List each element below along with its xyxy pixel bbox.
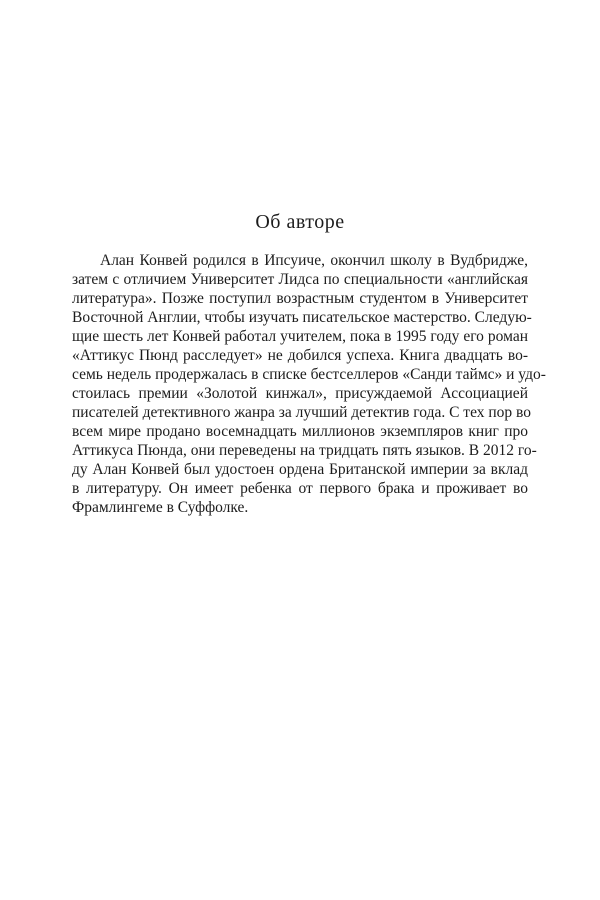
paragraph-line: в литературу. Он имеет ребенка от первого брака и проживает во (72, 480, 528, 497)
paragraph-line: Восточной Англии, чтобы изучать писательское мастерство. Следую- (72, 309, 532, 326)
paragraph-line: Алан Конвей родился в Ипсуиче, окончил школу в Вудбридже, (100, 252, 528, 269)
paragraph-line: «Аттикус Пюнд расследует» не добился успеха. Книга двадцать во- (72, 347, 528, 364)
paragraph-line: ду Алан Конвей был удостоен ордена Британской империи за вклад (72, 461, 528, 478)
paragraph-line: затем с отличием Университет Лидса по специальности «английская (72, 271, 528, 288)
paragraph-line: семь недель продержалась в списке бестселлеров «Санди таймс» и удо- (72, 366, 546, 383)
paragraph-line: щие шесть лет Конвей работал учителем, пока в 1995 году его роман (72, 328, 528, 345)
paragraph-line: всем мире продано восемнадцать миллионов экземпляров книг про (72, 423, 528, 440)
paragraph-line: Фрамлингеме в Суффолке. (72, 499, 249, 516)
author-bio-paragraph (72, 251, 546, 517)
paragraph-line: литература». Позже поступил возрастным студентом в Университет (72, 290, 528, 307)
paragraph-line: стоилась премии «Золотой кинжал», присуждаемой Ассоциацией (72, 385, 528, 402)
section-title: Об авторе (255, 211, 345, 233)
paragraph-line: Аттикуса Пюнда, они переведены на тридцать пять языков. В 2012 го- (72, 442, 537, 459)
paragraph-line: писателей детективного жанра за лучший детектив года. С тех пор во (72, 404, 532, 421)
